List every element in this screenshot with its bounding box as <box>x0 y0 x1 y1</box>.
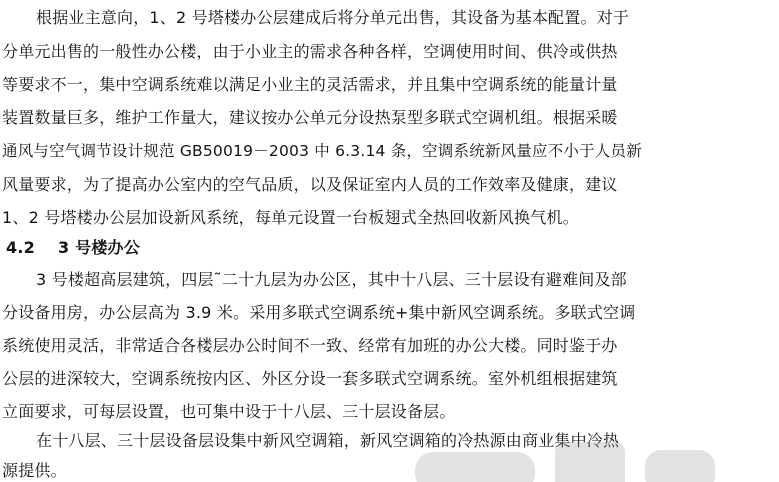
section-heading: 4.2 3 号楼办公 <box>6 238 140 257</box>
paragraph-2-line-4: 公层的进深较大，空调系统按内区、外区分设一套多联式空调系统。室外机组根据建筑 <box>2 369 618 388</box>
paragraph-2-line-5: 立面要求，可每层设置，也可集中设于十八层、三十层设备层。 <box>2 402 456 421</box>
paragraph-2-line-1: 3 号楼超高层建筑，四层˜二十九层为办公区，其中十八层、三十层设有避难间及部 <box>36 270 627 289</box>
paragraph-3-line-1: 在十八层、三十层设备层设集中新风空调箱，新风空调箱的冷热源由商业集中冷热 <box>36 431 620 450</box>
paragraph-1-line-6: 风量要求，为了提高办公室内的空气品质，以及保证室内人员的工作效率及健康，建议 <box>2 175 618 194</box>
paragraph-2-line-2: 分设备用房，办公层高为 3.9 米。采用多联式空调系统+集中新风空调系统。多联式空调 <box>2 303 636 322</box>
paragraph-2-line-3: 系统使用灵活，非常适合各楼层办公时间不一致、经常有加班的办公大楼。同时鉴于办 <box>2 336 618 355</box>
paragraph-1-line-5: 通风与空气调节设计规范 GB50019－2003 中 6.3.14 条，空调系统新风量应不小于人员新 <box>2 142 642 160</box>
paragraph-1-line-4: 装置数量巨多，维护工作量大，建议按办公单元分设热泵型多联式空调机组。根据采暖 <box>2 108 618 127</box>
paragraph-1-line-3: 等要求不一，集中空调系统难以满足小业主的灵活需求，并且集中空调系统的能量计量 <box>2 75 618 94</box>
paragraph-1-line-7: 1、2 号塔楼办公层加设新风系统，每单元设置一台板翅式全热回收新风换气机。 <box>2 208 579 227</box>
paragraph-1-line-2: 分单元出售的一般性办公楼，由于小业主的需求各种各样，空调使用时间、供冷或供热 <box>2 42 618 61</box>
paragraph-3-line-2: 源提供。 <box>2 461 67 480</box>
paragraph-1-line-1: 根据业主意向，1、2 号塔楼办公层建成后将分单元出售，其设备为基本配置。对于 <box>36 8 630 27</box>
